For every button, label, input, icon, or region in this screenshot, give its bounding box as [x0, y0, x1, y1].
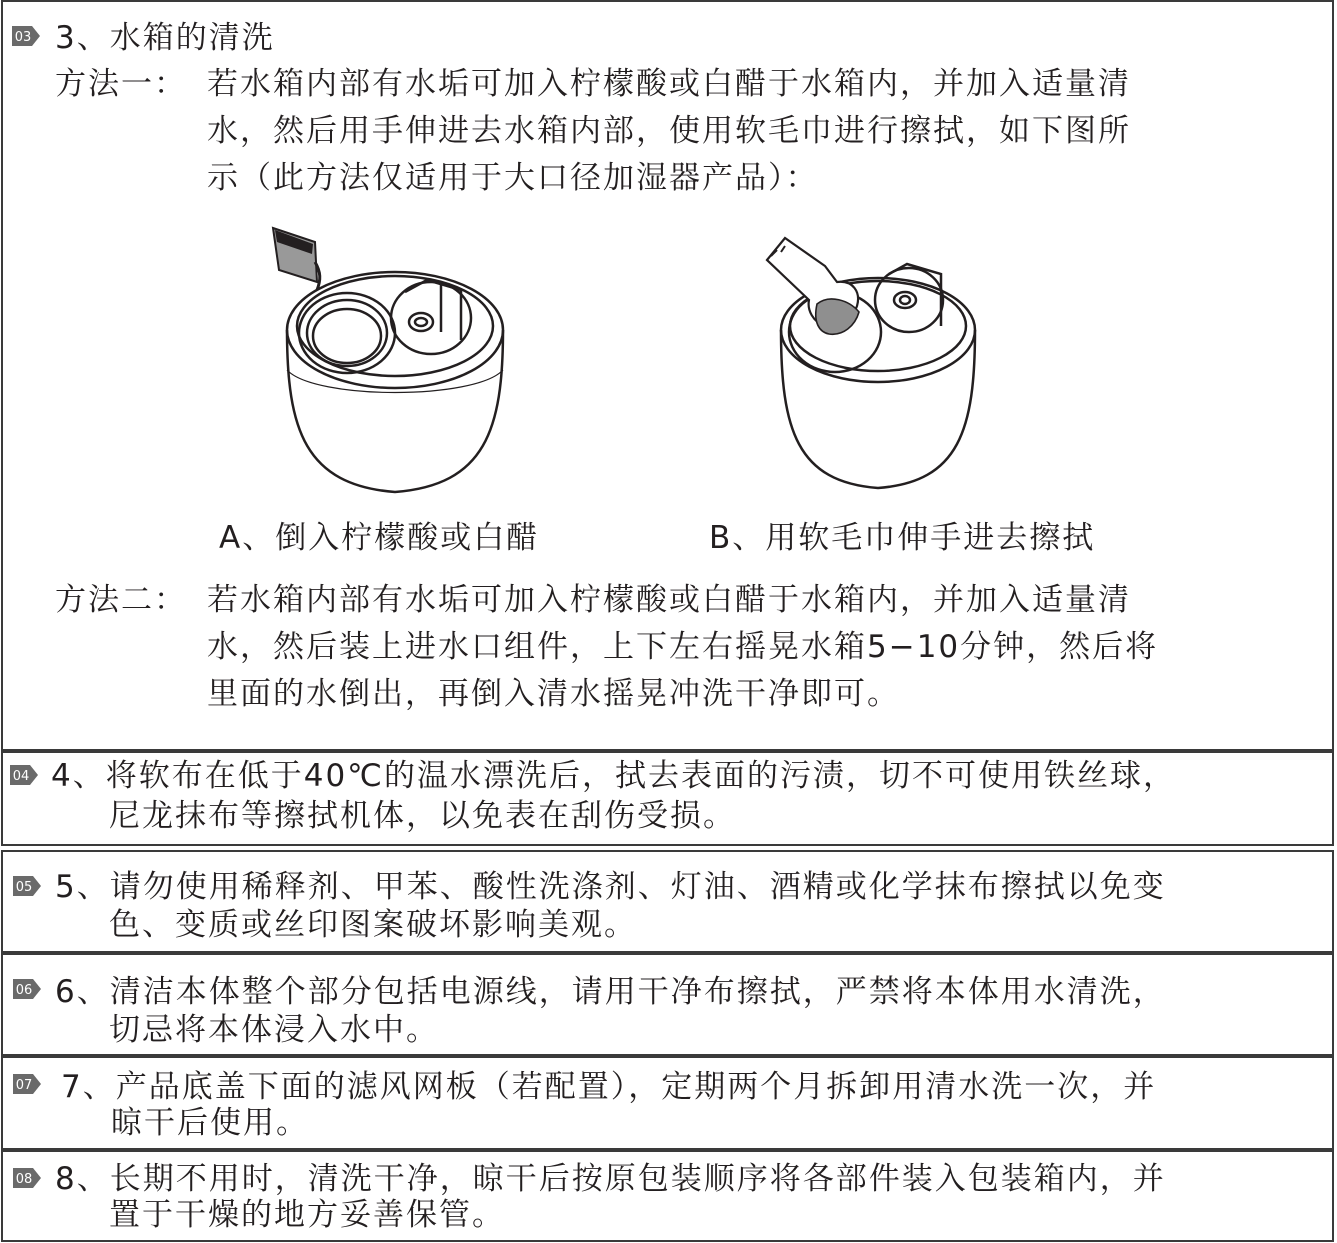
section-badge-07 [11, 1072, 41, 1094]
section-08 [1, 1150, 1334, 1242]
section-05 [1, 850, 1334, 953]
badge-label: 03 [14, 30, 32, 45]
section-badge-06 [11, 977, 41, 999]
section-06 [1, 953, 1334, 1056]
method-1-line-2: 水，然后用手伸进去水箱内部，使用软毛巾进行擦拭，如下图所 [207, 113, 1131, 149]
section-badge-08 [11, 1166, 41, 1188]
figure-a-caption: A、倒入柠檬酸或白醋 [219, 520, 540, 556]
section-04 [1, 751, 1334, 846]
tank-wipe-icon [763, 230, 993, 514]
method-2-line-3: 里面的水倒出，再倒入清水摇晃冲洗干净即可。 [207, 676, 900, 712]
section-06-line-2: 切忌将本体浸入水中。 [109, 1012, 439, 1048]
section-08-line-1: 8、长期不用时，清洗干净，晾干后按原包装顺序将各部件装入包装箱内，并 [55, 1161, 1166, 1197]
figure-b-caption: B、用软毛巾伸手进去擦拭 [709, 520, 1096, 556]
tank-pour-icon [265, 220, 525, 514]
section-07-line-1: 7、产品底盖下面的滤风网板（若配置），定期两个月拆卸用清水洗一次，并 [61, 1069, 1157, 1105]
method-1-line-3: 示（此方法仅适用于大口径加湿器产品）： [207, 160, 819, 196]
section-03 [1, 0, 1334, 751]
badge-label: 06 [15, 983, 33, 998]
badge-label: 08 [15, 1172, 33, 1187]
section-05-line-1: 5、请勿使用稀释剂、甲苯、酸性洗涤剂、灯油、酒精或化学抹布擦拭以免变 [55, 869, 1166, 905]
section-badge-05 [11, 874, 41, 896]
section-06-line-1: 6、清洁本体整个部分包括电源线，请用干净布擦拭，严禁将本体用水清洗， [55, 974, 1166, 1010]
method-2-label: 方法二： [55, 582, 187, 618]
badge-label: 05 [15, 880, 33, 895]
section-heading: 3、水箱的清洗 [55, 20, 275, 56]
method-1-label: 方法一： [55, 66, 187, 102]
section-04-line-1: 4、将软布在低于40℃的温水漂洗后，拭去表面的污渍，切不可使用铁丝球， [51, 758, 1176, 794]
section-08-line-2: 置于干燥的地方妥善保管。 [109, 1197, 505, 1233]
method-2-line-2: 水，然后装上进水口组件，上下左右摇晃水箱5−10分钟，然后将 [207, 629, 1159, 665]
section-07-line-2: 晾干后使用。 [111, 1105, 309, 1141]
section-badge-04 [8, 763, 38, 785]
badge-label: 04 [12, 769, 30, 784]
section-05-line-2: 色、变质或丝印图案破坏影响美观。 [109, 907, 637, 943]
section-07 [1, 1056, 1334, 1150]
method-1-line-1: 若水箱内部有水垢可加入柠檬酸或白醋于水箱内，并加入适量清 [207, 66, 1131, 102]
section-04-line-2: 尼龙抹布等擦拭机体，以免表在刮伤受损。 [109, 798, 736, 834]
badge-label: 07 [15, 1078, 33, 1093]
method-2-line-1: 若水箱内部有水垢可加入柠檬酸或白醋于水箱内，并加入适量清 [207, 582, 1131, 618]
section-badge-03 [10, 24, 40, 46]
